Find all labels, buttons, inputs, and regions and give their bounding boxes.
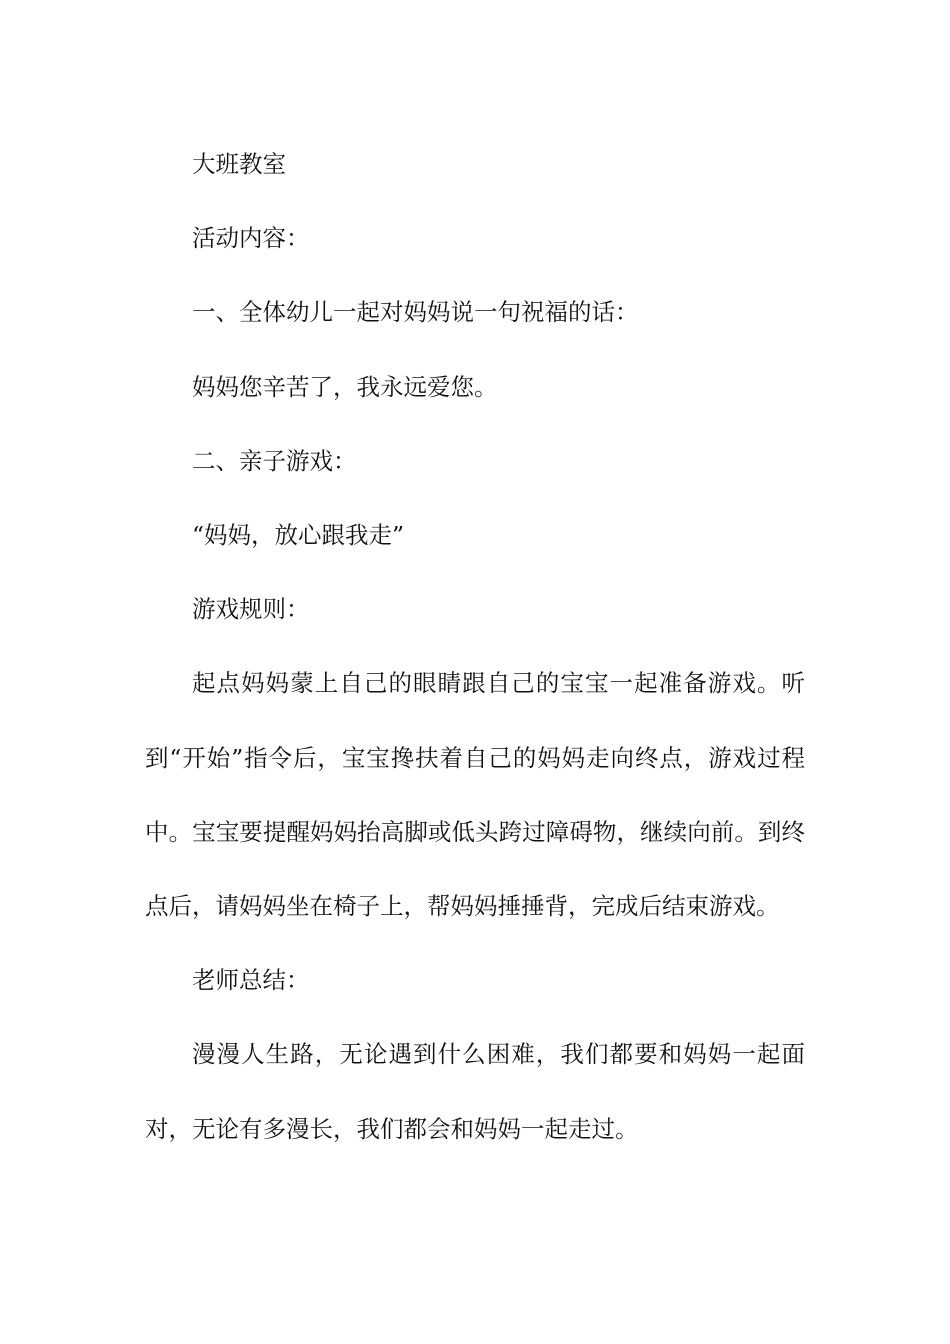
- game-title: “妈妈，放心跟我走”: [192, 521, 405, 550]
- teacher-summary-heading: 老师总结：: [192, 966, 310, 995]
- activity-content-heading: 活动内容：: [192, 224, 310, 253]
- location-line: 大班教室: [192, 150, 286, 178]
- game-rules-heading: 游戏规则：: [192, 595, 310, 624]
- blessing-line: 妈妈您辛苦了，我永远爱您。: [192, 372, 498, 401]
- document-body: [145, 127, 805, 1166]
- section-two-heading: 二、亲子游戏：: [192, 446, 357, 475]
- section-one-heading: 一、全体幼儿一起对妈妈说一句祝福的话：: [192, 298, 639, 327]
- teacher-summary-paragraph: 漫漫人生路，无论遇到什么困难，我们都要和妈妈一起面对，无论有多漫长，我们都会和妈妈一起走过。: [145, 1040, 805, 1143]
- game-rules-paragraph: 起点妈妈蒙上自己的眼睛跟自己的宝宝一起准备游戏。听到“开始”指令后，宝宝搀扶着自己的妈妈走向终点，游戏过程中。宝宝要提醒妈妈抬高脚或低头跨过障碍物，继续向前。到终点后，请妈妈坐在椅子上，帮妈妈捶捶背，完成后结束游戏。: [145, 669, 805, 921]
